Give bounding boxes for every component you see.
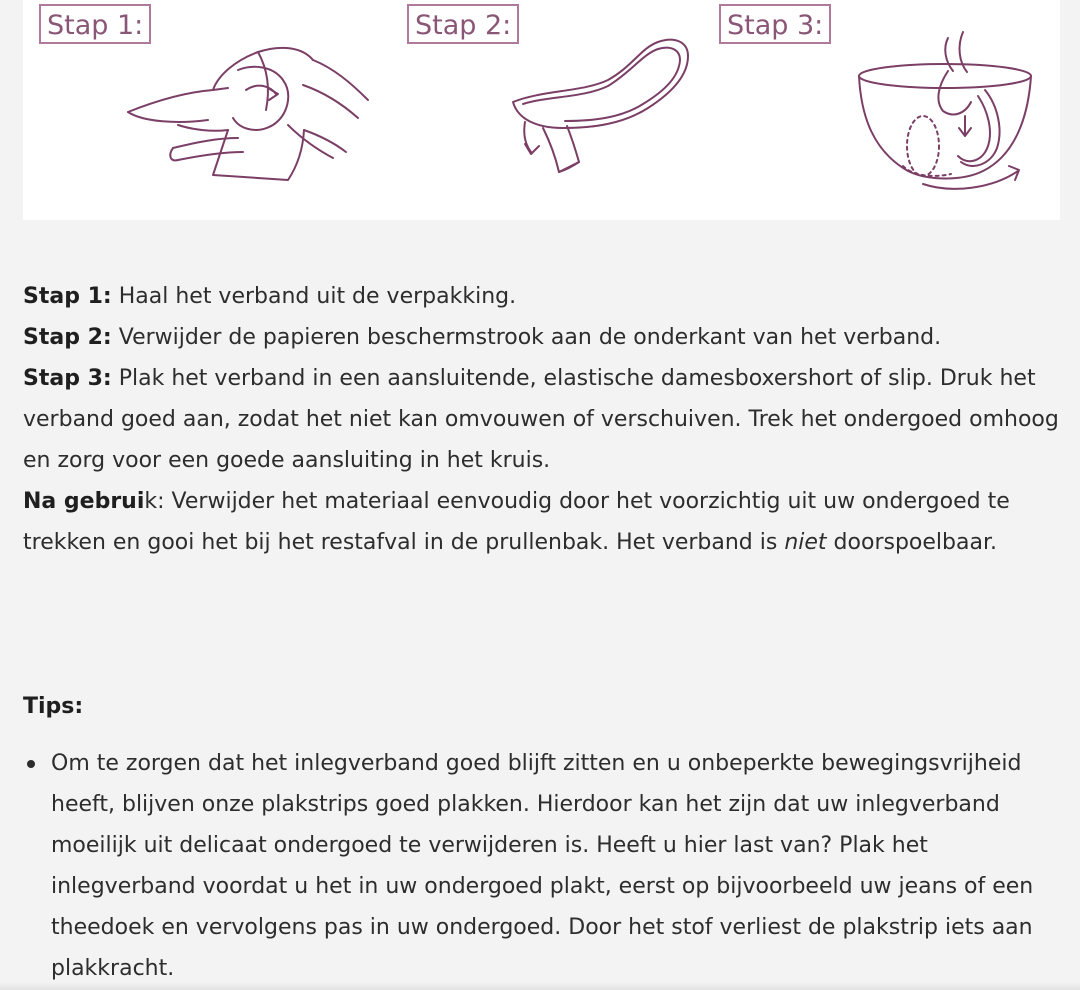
peel-strip-illustration [483, 30, 703, 190]
step3-text: Plak het verband in een aansluitende, elastische damesboxershort of slip. Druk het verband goed aan, zodat het niet kan omvouwen of verschuiven. Trek het ondergoed omhoog en zorg voor een goede aansluiting in het kruis. [23, 366, 1059, 473]
instruction-step2 [23, 317, 1063, 358]
instruction-figure [23, 0, 1060, 220]
after-use-text-end: doorspoelbaar. [826, 530, 997, 555]
instructions-text [23, 276, 1063, 563]
step1-label: Stap 1: [23, 284, 112, 309]
instruction-step1 [23, 276, 1063, 317]
step1-text: Haal het verband uit de verpakking. [111, 284, 517, 309]
step3-label: Stap 3: [23, 366, 112, 391]
bottom-edge [0, 982, 1080, 990]
tips-list [23, 743, 1063, 989]
figure-step3-label: Stap 3: [719, 4, 831, 44]
bullet-icon [27, 760, 35, 768]
place-pad-illustration [853, 26, 1038, 196]
tips-title: Tips: [23, 694, 84, 719]
tip-text: Om te zorgen dat het inlegverband goed blijft zitten en u onbeperkte bewegingsvrijheid heeft, blijven onze plakstrips goed plakken. Hierdoor kan het zijn dat uw inlegverband moeilijk uit delicaat ondergoed te verwijderen is. Heeft u hier last van? Plak het inlegverband voordat u het in uw ondergoed plakt, eerst op bijvoorbeeld uw jeans of een theedoek en vervolgens pas in uw ondergoed. Door het stof verliest de plakstrip iets aan plakkracht. [51, 751, 1034, 981]
figure-step1-label: Stap 1: [39, 4, 151, 44]
instruction-step3 [23, 358, 1063, 481]
step2-text: Verwijder de papieren beschermstrook aan de onderkant van het verband. [111, 325, 942, 350]
after-use-label-tail: k [144, 489, 158, 514]
figure-step2-label: Stap 2: [407, 4, 519, 44]
after-use-emphasis: niet [784, 530, 827, 555]
after-use-label: Na gebrui [23, 489, 145, 514]
unwrap-package-illustration [118, 30, 378, 190]
instruction-after-use [23, 481, 1063, 563]
step2-label: Stap 2: [23, 325, 112, 350]
list-item [23, 743, 1063, 989]
after-use-text: : Verwijder het materiaal eenvoudig door het voorzichtig uit uw ondergoed te trekken en gooi het bij het restafval in de prullenbak. Het verband is [23, 489, 1010, 555]
